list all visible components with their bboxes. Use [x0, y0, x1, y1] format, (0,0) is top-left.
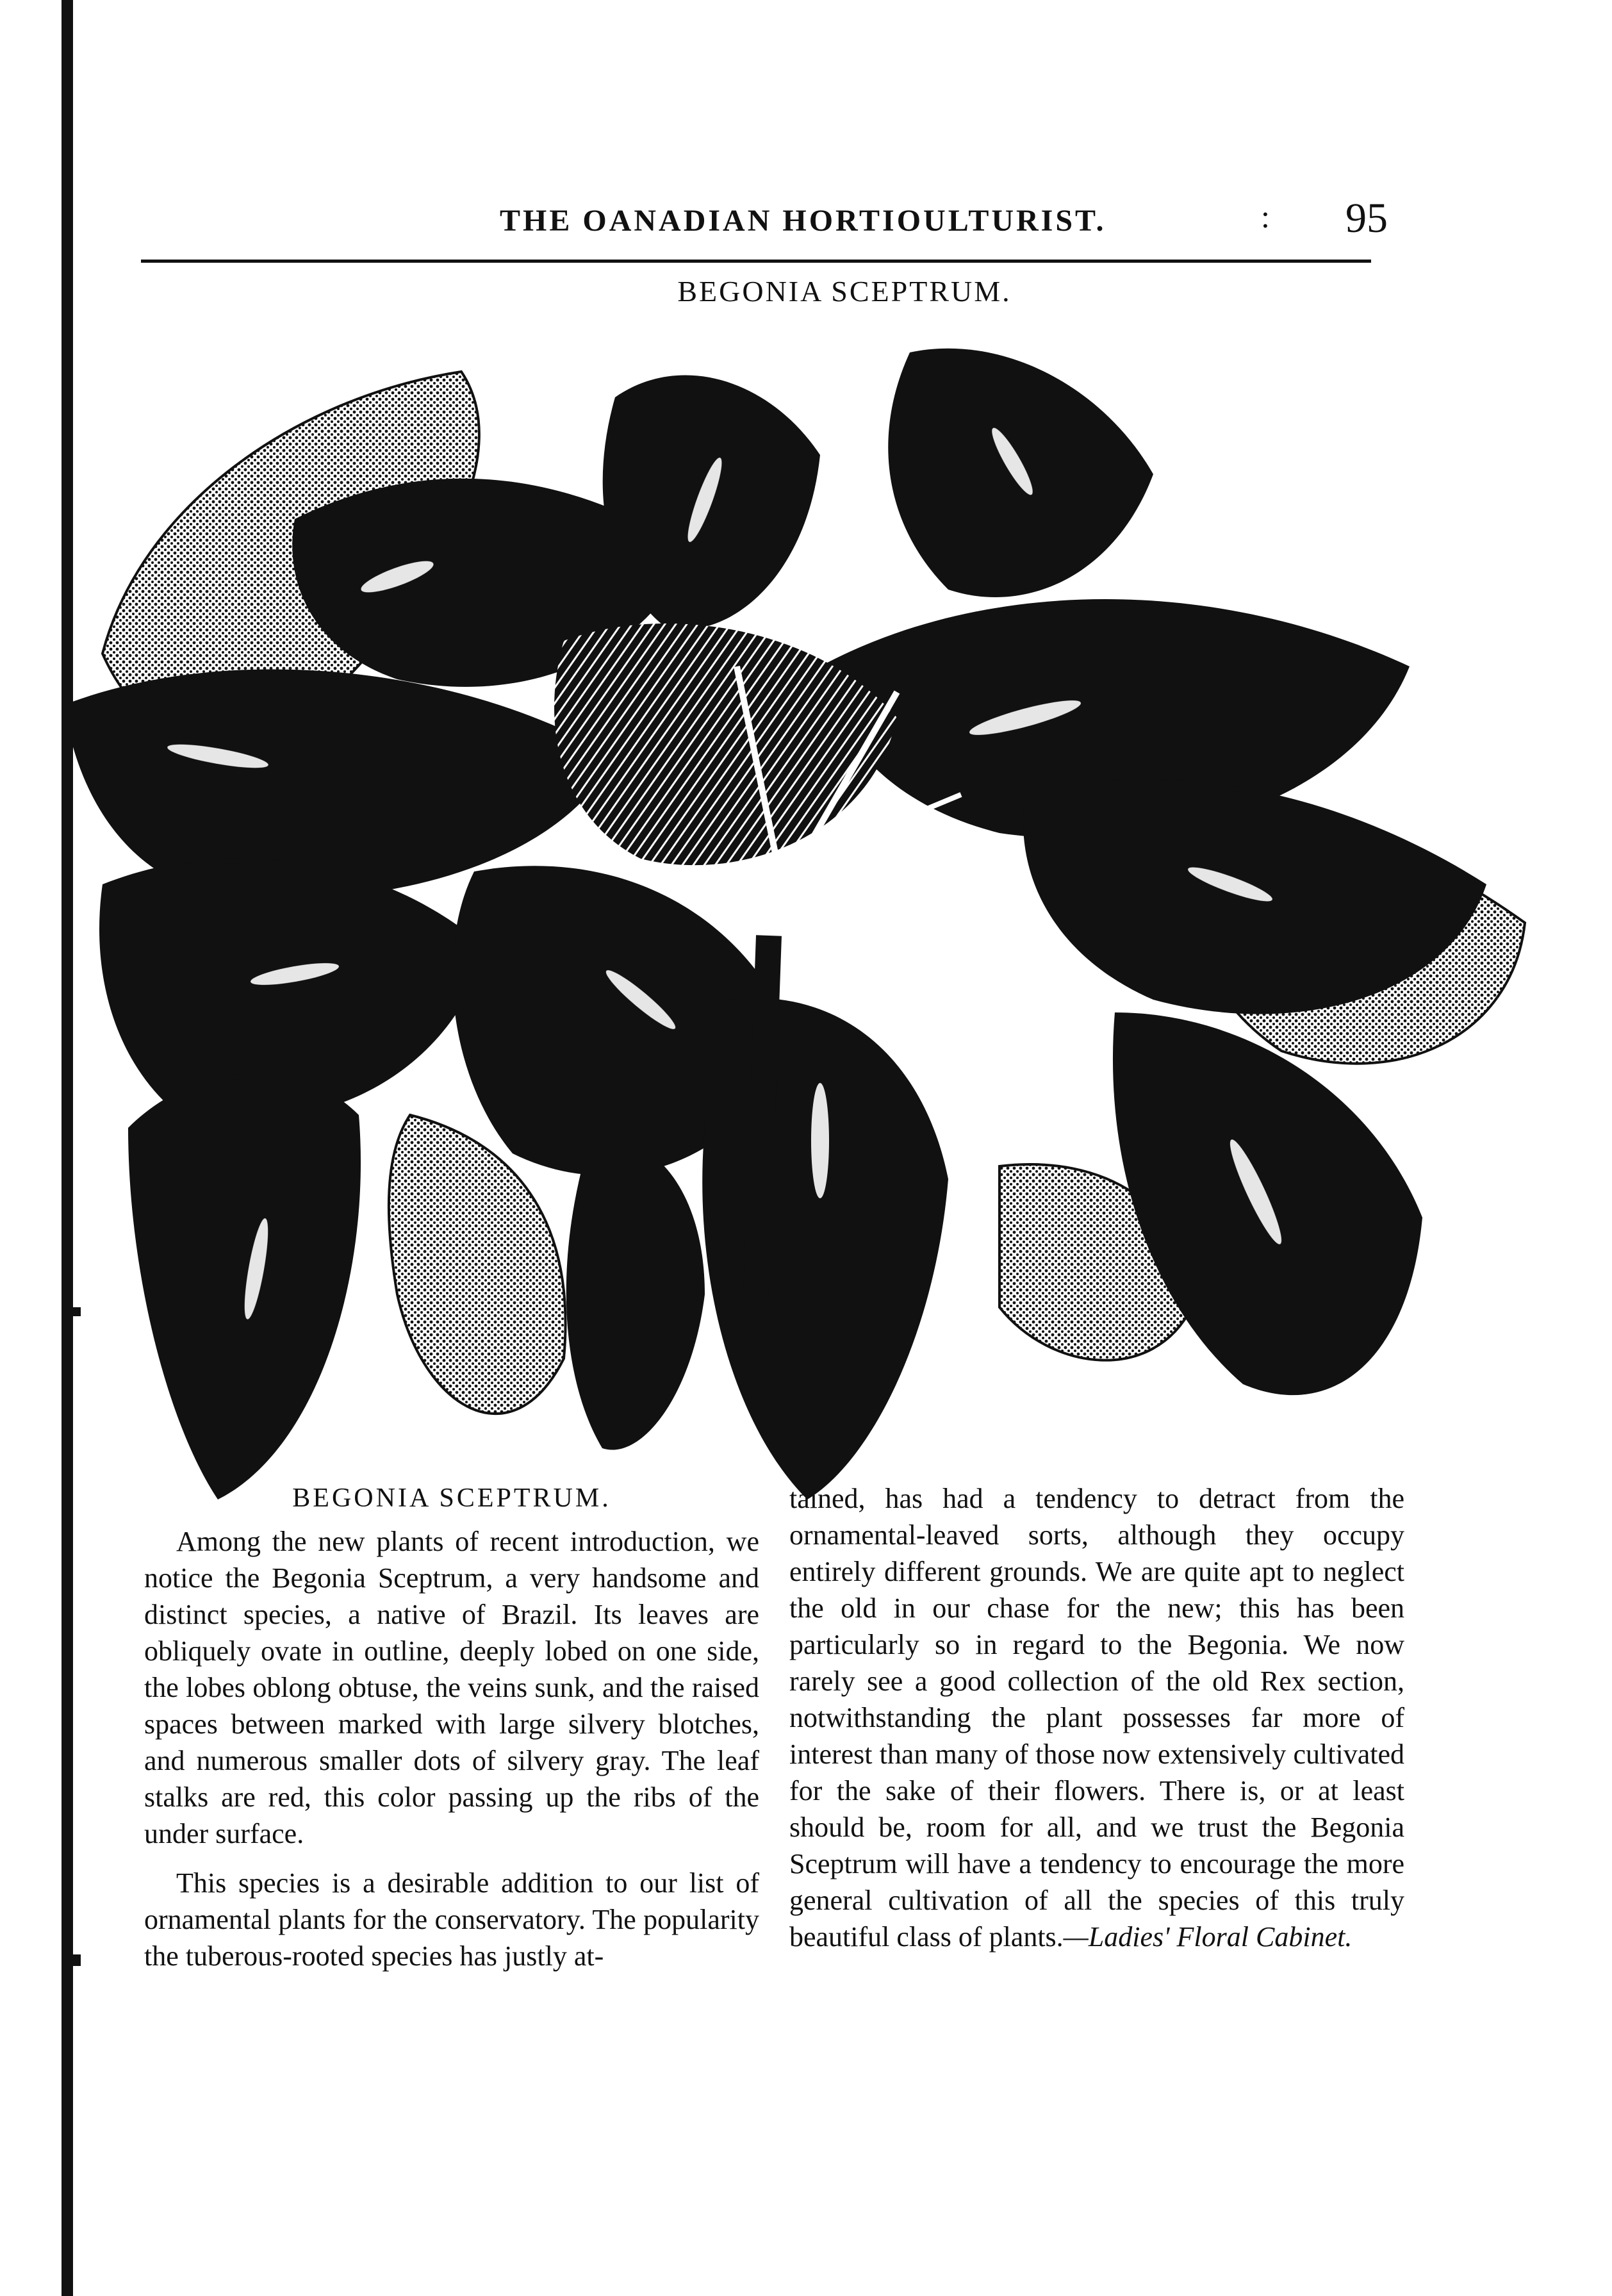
running-head-mark: : — [1261, 199, 1270, 235]
article-paragraph-continued — [789, 1480, 1404, 1955]
article-paragraph-text: tained, has had a tendency to detract from the ornamental-leaved sorts, although they occupy entirely different grounds. We are quite apt to neglect the old in our chase for the new; this has been particularly so in regard to the Begonia. We now rarely see a good collection of the old Rex section, notwithstanding the plant possesses far more of interest than many of those now extensively cultivated for the sake of their flowers. There is, or at least should be, room for all, and we trust the Begonia Sceptrum will have a tendency to encourage the more general cultivation of all the species of this truly beautiful class of plants. — [789, 1483, 1404, 1953]
attribution: —Ladies' Floral Cabinet. — [1063, 1921, 1353, 1953]
article-paragraph: This species is a desirable addition to our list of ornamental plants for the conservatory. The popularity the tuberous-rooted species has justly at- — [144, 1867, 759, 1972]
article-heading: BEGONIA SCEPTRUM. — [292, 1483, 611, 1513]
article-paragraph: Among the new plants of recent introduction, we notice the Begonia Sceptrum, a very handsome and distinct species, a native of Brazil. Its leaves are obliquely ovate in outline, deeply lobed on one side, the lobes oblong obtuse, the veins sunk, and the raised spaces between marked with large silvery blotches, and numerous smaller dots of silvery gray. The leaf stalks are red, this color passing up the ribs of the under surface. — [144, 1526, 759, 1849]
article-right-column — [789, 1480, 1404, 1968]
figure-caption: BEGONIA SCEPTRUM. — [677, 275, 1012, 308]
journal-title: THE OANADIAN HORTIOULTURIST. — [500, 204, 1106, 238]
header-rule — [141, 260, 1371, 263]
article-left-column — [144, 1480, 759, 1987]
binding-notch — [73, 1954, 81, 1966]
running-head — [141, 195, 1397, 260]
begonia-illustration — [64, 308, 1538, 1512]
page-number: 95 — [1345, 195, 1388, 242]
